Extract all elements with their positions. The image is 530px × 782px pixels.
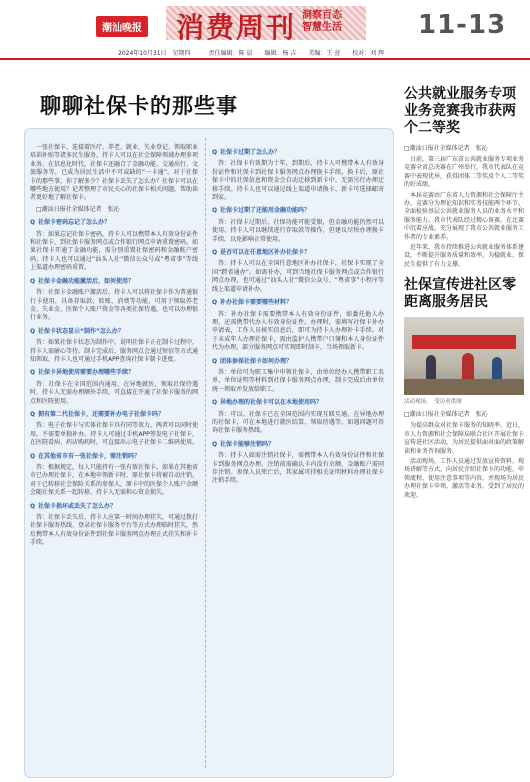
article-byline: □潮汕日报社全媒体记者 张沁 [36, 205, 120, 213]
answer-text: 答：社保卡金融账户激活后，持卡人可以将社保卡作为普通银行卡使用，具备存取款、转账、消费等功能，可用于领取养老金、失业金、医保个人账户资金等各类社保待遇，也可以办理银行业务。 [30, 289, 199, 322]
question-heading: Q 是否可以在任意地区补办社保卡？ [212, 249, 311, 257]
sidebar-paragraph: 为提高群众对社保卡服务的知晓率，近日，市人力资源和社会保障局联合社区开展社保卡宣传进社区活动，为居民提供面对面的政策解读和业务咨询服务。 [404, 422, 525, 455]
answer-text: 答：补办社保卡需要携带本人有效身份证件，如委托他人办理，还需携带代办人有效身份证件。办理时，需填写社保卡补办申请表，工作人员核实信息后，即可为持卡人办理补卡手续。对于未成年人办理社保卡，需由监护人携带户口簿和本人身份证件代为办理。部分服务网点可实现即时制卡，当场领取新卡。 [212, 310, 384, 352]
sidebar-story-2-title: 社保宣传进社区零距离服务居民 [404, 277, 516, 311]
answer-text: 答：如果忘记社保卡密码，持卡人可以携带本人有效身份证件和社保卡，到社保卡服务网点或合作银行网点申请重置密码。如果社保卡开通了金融功能，需分别重置社保密码和金融账户密码，持卡人也可以通过“汕头人社”微信公众号或“粤省事”等线上渠道办理密码重置。 [30, 230, 199, 272]
question-heading: Q 社保卡损坏或丢失了怎么办？ [30, 502, 117, 510]
answer-text: 答：如果社保卡状态为制作中，说明社保卡正在制卡过程中，持卡人需耐心等待。制卡完成后，服务网点会通过短信等方式通知领取，持卡人也可通过手机APP查询社保卡制卡进度。 [30, 339, 199, 363]
newspaper-logo: 潮汕晚报 [96, 16, 148, 37]
sidebar-story-1-body [404, 156, 524, 269]
answer-text: 答：社保卡在全国范围内通用，在异地就医、领取社保待遇时，持卡人无需办理额外手续，可直接在开通了社保卡服务的网点和医院使用。 [30, 380, 199, 405]
sidebar-column [404, 86, 524, 502]
answer-text: 答：根据规定，每人只能持有一张有效社保卡。如果在其他省市已办理社保卡，在本地申领新卡时，原社保卡将被自动注销。对于已转移社会保险关系的参保人，原卡中的医保个人账户余额会随社保关系一起转移，持卡人无需担心资金损失。 [30, 464, 199, 497]
answer-text: 答：社保卡有效期为十年，到期后，持卡人可携带本人有效身份证件和社保卡到社保卡服务网点办理换卡手续。换卡后，原社保卡中的社保信息和资金会自动迁移到新卡中，无需另行办理迁移手续。持卡人也可以通过线上渠道申请换卡，新卡可选择邮寄到家。 [212, 160, 384, 202]
question-heading: Q 异地办理的社保卡可以在本地使用吗？ [212, 399, 323, 407]
question-heading: Q 社保卡过期了怎么办？ [212, 149, 281, 156]
question-heading: Q 社保卡金融功能激活后，如何使用？ [30, 277, 135, 285]
article-column-2 [212, 144, 384, 489]
question-heading: Q 社保卡过期了还能用金融功能吗？ [212, 207, 311, 215]
sidebar-paragraph: 活动现场，工作人员通过发放宣传资料、现场讲解等方式，向居民介绍社保卡的功能、申领流程、使用注意事项等内容，并现场为居民办理社保卡申领、激活等业务，受到了居民的欢迎。 [404, 457, 525, 499]
masthead-header [0, 0, 530, 60]
tagline-line-1: 洞察百态 [302, 10, 342, 21]
answer-text: 答：社保卡丢失后，持卡人应第一时间办理挂失，可通过拨打社保卡服务热线、登录社保卡服务平台等方式办理临时挂失，然后携带本人有效身份证件到社保卡服务网点办理正式挂失和补卡手续。 [30, 514, 199, 547]
article-title: 聊聊社保卡的那些事 [40, 94, 238, 118]
header-rule [0, 58, 530, 60]
question-heading: Q 社保卡状态显示“制作”怎么办？ [30, 327, 124, 335]
sidebar-story-2-byline: □潮汕日报社全媒体记者 张沁 [404, 411, 488, 419]
question-heading: Q 补办社保卡需要哪些材料？ [212, 299, 293, 307]
article-column-1 [30, 144, 198, 551]
sidebar-paragraph: 日前，第三届广东省公共就业服务专项业务竞赛全省总决赛在广州举行，我市代表队在竞赛中表现优异，获得团体二等奖及个人二等奖的好成绩。 [404, 156, 525, 189]
question-heading: Q 社保卡密码忘记了怎么办？ [30, 219, 111, 227]
photo-caption: 活动现场。 受访者供图 [404, 399, 462, 406]
page-numbers: 11-13 [418, 10, 507, 40]
section-tagline [302, 10, 342, 34]
answer-text: 答：持卡人如需注销社保卡，需携带本人有效身份证件和社保卡到服务网点办理。注销前需确认卡内没有余额，金融账户需同步注销。参保人员死亡后，其家属可持相关证明材料办理社保卡注销手续。 [212, 452, 384, 485]
community-event-photo [404, 317, 524, 395]
answer-text: 答：持卡人可以在全国任意地区补办社保卡，社保卡实现了全国“跨省通办”。如需补办，可到当地社保卡服务网点或合作银行网点办理，也可通过“汕头人社”微信公众号、“粤省事”小程序等线上渠道申请补办。 [212, 260, 384, 293]
sidebar-story-1-title: 公共就业服务专项业务竞赛我市获两个二等奖 [404, 86, 516, 136]
tagline-line-2: 智慧生活 [302, 22, 342, 33]
question-heading: Q 在其他省市有一张社保卡，需注销吗？ [30, 452, 141, 460]
photo-banner [412, 335, 516, 349]
column-divider [205, 138, 206, 768]
answer-text: 答：社保卡过期后，社保功能可能受限，但金融功能仍然可以使用。持卡人可以继续进行存取款等操作，但建议尽快办理换卡手续，以免影响正常使用。 [212, 218, 384, 243]
question-heading: Q 社保卡异地使用需要办理哪些手续？ [30, 369, 135, 377]
question-heading: Q 团体参保社保卡如何办理？ [212, 357, 293, 365]
question-heading: Q 拥有第二代社保卡，还需要补办电子社保卡吗？ [30, 410, 165, 418]
article-intro: 一张社保卡，连接着医疗、养老、就业、失业登记、领取职业培训补贴等诸多民生服务，持卡人可以在社会保障领域办理多项业务。在信息化时代，社保卡还融合了金融功能、交通出行、文旅服务等，已成为居民生活中不可或缺的“一卡通”。对于社保卡的那些事，你了解多少？社保卡丢失了怎么办？社保卡可以在哪些地方使用？记者整理了市民关心的社保卡相关问题，帮助读者更好地了解社保卡。 [30, 144, 199, 202]
answer-text: 答：可以。社保卡已在全国范围内实现互联互通，在异地办理的社保卡，可在本地进行就医结算、领取待遇等，如遇问题可咨询社保卡服务热线。 [212, 410, 384, 435]
sidebar-paragraph: 本届竞赛由广东省人力资源和社会保障厅主办，竞赛分为理论知识和实务技能两个环节，全面检验基层公共就业服务人员的业务水平和服务能力。我市代表队经过精心备赛，在比赛中沉着应战，充分展现了我市公共就业服务工作者的专业素养。 [404, 191, 525, 241]
sidebar-story-2-body [404, 422, 524, 500]
sidebar-paragraph: 近年来，我市持续推进公共就业服务体系建设，不断提升服务质量和效率，为稳就业、保民生提供了有力支撑。 [404, 244, 525, 268]
section-title: 消费周刊 [176, 11, 297, 44]
answer-text: 答：电子社保卡与实体社保卡具有同等效力，两者可以同时使用，不需要单独补办。持卡人可通过手机APP签发电子社保卡，在医院看病、药店购药时，可直接出示电子社保卡二维码使用。 [30, 422, 199, 447]
photo-table [404, 379, 524, 395]
sidebar-story-1-byline: □潮汕日报社全媒体记者 张沁 [404, 145, 488, 152]
dateline: 2024年10月31日 星期四 责任编辑：陈 晨 编辑：杨 吉 美编：王 萱 校对：刘 辉 [118, 50, 385, 57]
question-heading: Q 社保卡能够注销吗？ [212, 440, 275, 448]
answer-text: 答：单位可为职工集中申领社保卡，由单位经办人携带职工名单、单位证明等材料到社保卡服务网点办理，制卡完成后由单位统一领取并发放给职工。 [212, 368, 384, 393]
